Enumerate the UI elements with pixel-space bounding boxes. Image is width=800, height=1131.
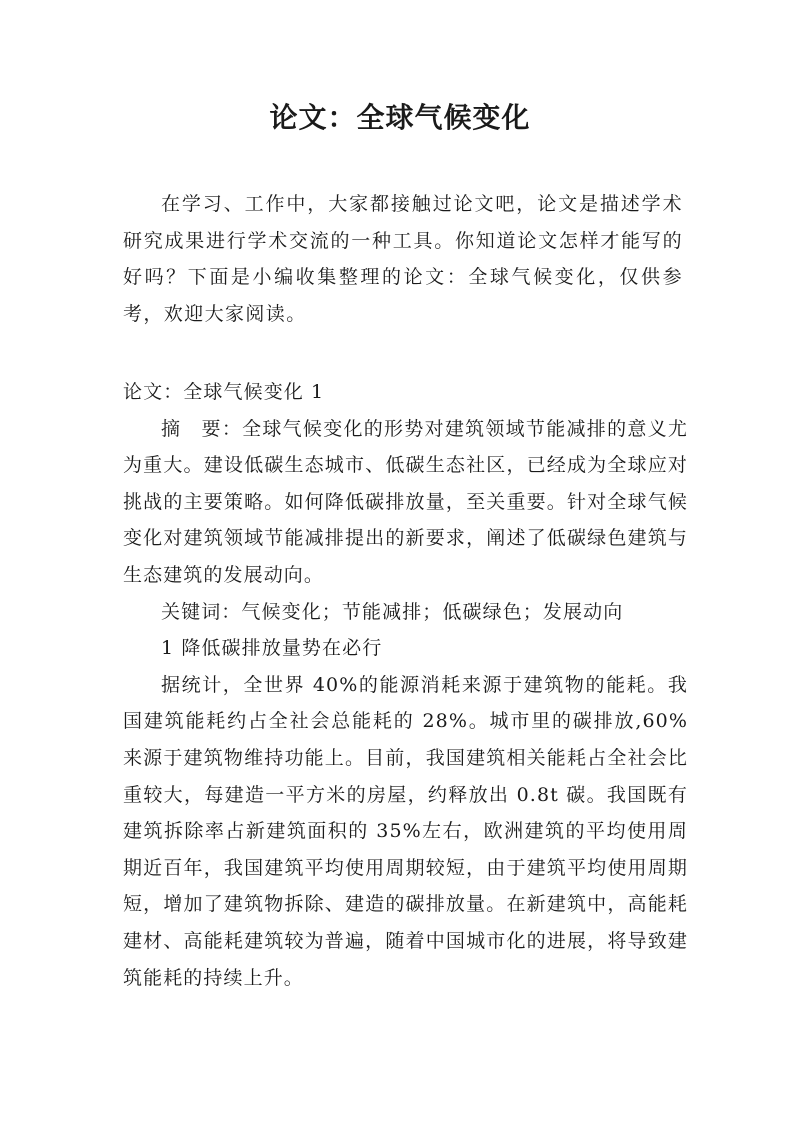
body-paragraph: 据统计，全世界 40%的能源消耗来源于建筑物的能耗。我国建筑能耗约占全社会总能耗的 28%。城市里的碳排放,60%来源于建筑物维持功能上。目前，我国建筑相关能耗占全社会比重较大，每建造一平方米的房屋，约释放出 0.8t 碳。我国既有建筑拆除率占新建筑面积的 35%左右，欧洲建筑的平均使用周期近百年，我国建筑平均使用周期较短，由于建筑平均使用周期短，增加了建筑物拆除、建造的碳排放量。在新建筑中，高能耗建材、高能耗建筑较为普遍，随着中国城市化的进展，将导致建筑能耗的持续上升。 xyxy=(123,673,688,989)
abstract-paragraph: 摘 要：全球气候变化的形势对建筑领域节能减排的意义尤为重大。建设低碳生态城市、低碳生态社区，已经成为全球应对挑战的主要策略。如何降低碳排放量，至关重要。针对全球气候变化对建筑领域节能减排提出的新要求，阐述了低碳绿色建筑与生态建筑的发展动向。 xyxy=(123,417,688,586)
document-title: 论文：全球气候变化 xyxy=(269,101,531,134)
article-body xyxy=(123,374,688,996)
subsection-heading: 1 降低碳排放量势在必行 xyxy=(161,637,383,660)
section-heading: 论文：全球气候变化 1 xyxy=(123,381,325,403)
keywords-line: 关键词：气候变化；节能减排；低碳绿色；发展动向 xyxy=(161,600,624,623)
intro-paragraph: 在学习、工作中，大家都接触过论文吧，论文是描述学术研究成果进行学术交流的一种工具。你知道论文怎样才能写的好吗？下面是小编收集整理的论文：全球气候变化，仅供参考，欢迎大家阅读。 xyxy=(123,193,683,325)
